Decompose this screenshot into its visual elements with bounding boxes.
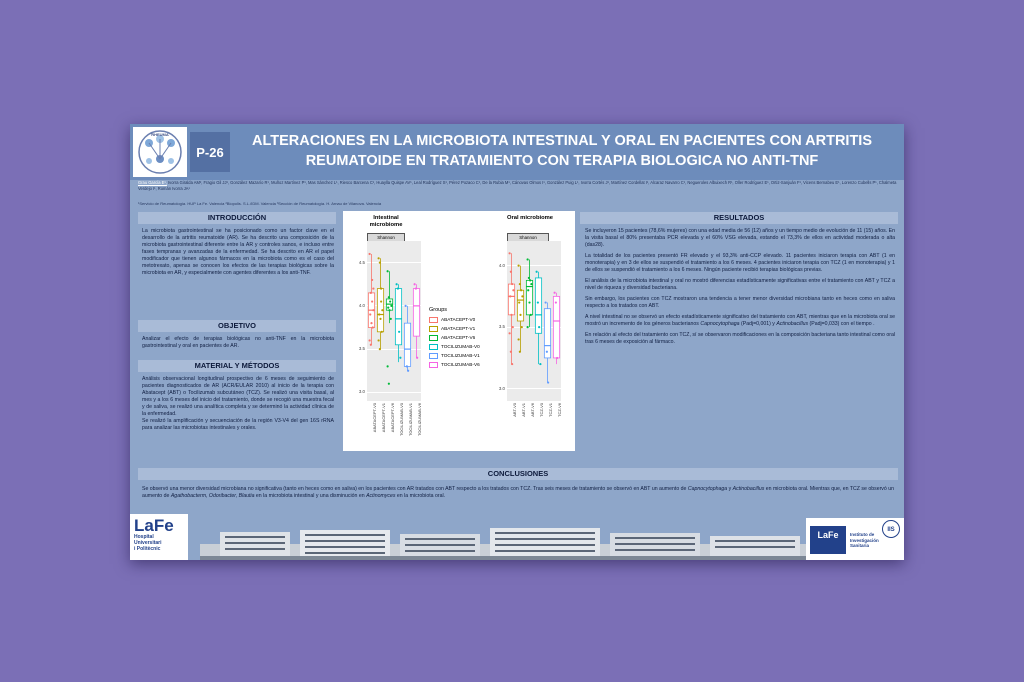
data-point — [556, 357, 558, 359]
affiliations: ¹Servicio de Reumatología. HUP La Fe. Valencia ²Biopolis. S.L./IDM. Valencia ³Sección de Reumatología. H. Arnau de Vilanova. Valencia — [138, 201, 382, 206]
diversity-figure — [343, 211, 575, 451]
data-point — [518, 265, 520, 267]
data-point — [555, 301, 557, 303]
conclusions-heading: CONCLUSIONES — [138, 468, 898, 480]
methods-paragraph-1: Análisis observacional longitudinal prospectivo de 6 meses de seguimiento de pacientes diagnosticados de AR (ACR/EULAR 2010) al inicio de la terapia con Abatacept (ABT) o Tocilizumab subcutáneo (TCZ). Se realizó una visita basal, al mes y a los 6 meses del inicio del tratamiento, donde se recogió una muestra fecal y de saliva, se realizó una analítica completa y se determinó la actividad clínica de la enfermedad. — [142, 376, 334, 417]
x-tick-label: TOCILIZUMAB-V1 — [407, 403, 413, 437]
legend-item — [429, 324, 480, 333]
data-point — [369, 253, 371, 255]
results-p5-part-b: (Padj=0,001) y — [739, 321, 777, 327]
poster-header — [130, 124, 904, 180]
data-point — [510, 314, 512, 316]
iis-name — [850, 532, 879, 549]
conc-genus-3: Agathobacterm, Odoribacter, Blautia — [170, 493, 255, 499]
data-point — [381, 309, 383, 311]
author-list — [138, 180, 898, 192]
x-tick-label: TCZ-V0 — [538, 403, 544, 417]
data-point — [510, 351, 512, 353]
data-point — [370, 292, 372, 294]
x-tick-label: ABT-V6 — [529, 403, 535, 417]
data-point — [521, 295, 523, 297]
iis-name-2: Investigación — [850, 537, 879, 543]
conc-part-a: Se observó una menor diversidad microbiana no significativa (tanto en heces como en saliva) en los pacientes con AR tratados con ABT respecto a los tratados con TCZ. Tras seis meses de tratamiento se observó en ABT un aumento de — [142, 486, 688, 492]
data-point — [387, 306, 389, 308]
data-point — [539, 363, 541, 365]
methods-heading: MATERIAL Y MÉTODOS — [138, 360, 336, 372]
legend-item — [429, 333, 480, 342]
data-point — [369, 313, 371, 315]
iis-mark: IIS — [882, 520, 900, 538]
box-body — [517, 290, 523, 321]
data-point — [414, 283, 416, 285]
data-point — [415, 287, 417, 289]
conc-genus-4: Actinomyces — [366, 493, 396, 499]
poster-title-line2: REUMATOIDE EN TRATAMIENTO CON TERAPIA BIOLOGICA NO ANTI-TNF — [305, 153, 819, 169]
lafe-left-sub1: Hospital — [134, 534, 154, 540]
legend-key-swatch — [429, 326, 438, 332]
box-body — [553, 296, 559, 358]
data-point — [379, 262, 381, 264]
y-tick-label: 3.0 — [498, 385, 505, 391]
legend-item — [429, 351, 480, 360]
data-point — [396, 283, 398, 285]
data-point — [512, 326, 514, 328]
conc-part-d: en la microbiota intestinal y una disminución en — [254, 493, 367, 499]
data-point — [554, 292, 556, 294]
data-point — [407, 370, 409, 372]
data-point — [379, 348, 381, 350]
x-tick-label: ABATACEPT-V1 — [380, 403, 386, 433]
data-point — [387, 270, 389, 272]
lafe-right-wordmark: LaFe — [810, 526, 846, 554]
data-point — [529, 279, 531, 281]
data-point — [509, 332, 511, 334]
data-point — [528, 277, 530, 279]
conc-genus-1: Capnocytophaga — [687, 486, 728, 492]
intestinal-panel — [367, 241, 421, 401]
results-paragraph-5 — [585, 314, 895, 328]
data-point — [372, 326, 374, 328]
data-point — [519, 351, 521, 353]
legend-key-swatch — [429, 353, 438, 359]
data-point — [378, 339, 380, 341]
legend-key-swatch — [429, 335, 438, 341]
data-point — [381, 331, 383, 333]
data-point — [372, 287, 374, 289]
methods-text — [142, 376, 334, 432]
oral-chart-title: Oral microbiome — [506, 215, 554, 221]
results-paragraph-1: Se incluyeron 15 pacientes (78,6% mujeres) con una edad media de 56 (12) años y un tiempo medio de evolución de 11 (15) años. En la visita basal el 80% presentaba PCR elevada y el 60% VSG elevada, estando el 73,3% de ellos en actividad moderada o alta (das28). — [585, 228, 895, 248]
legend-item — [429, 342, 480, 351]
data-point — [390, 318, 392, 320]
iis-lafe-logo-right — [806, 518, 904, 560]
lafe-hospital-logo-left — [130, 514, 188, 560]
data-point — [528, 301, 530, 303]
data-point — [370, 344, 372, 346]
legend-key-swatch — [429, 317, 438, 323]
x-tick-label: ABT-V1 — [520, 403, 526, 417]
iis-name-3: Sanitaria — [850, 543, 870, 548]
data-point — [527, 326, 529, 328]
data-point — [406, 365, 408, 367]
data-point — [397, 287, 399, 289]
legend-item — [429, 315, 480, 324]
y-tick-label: 3.5 — [358, 346, 365, 352]
results-paragraph-6: En relación al efecto del tratamiento con TCZ, sí se observaron modificaciones en la composición bacteriana tanto intestinal como oral tras 6 meses de exposición al fármaco. — [585, 332, 895, 345]
data-point — [399, 357, 401, 359]
data-point — [371, 279, 373, 281]
conc-part-b: y — [727, 486, 733, 492]
rheuma-logo-text: RHEUMA — [151, 132, 169, 137]
data-point — [369, 339, 371, 341]
data-point — [387, 365, 389, 367]
data-point — [518, 338, 520, 340]
data-point — [519, 314, 521, 316]
data-point — [545, 301, 547, 303]
box-body — [508, 284, 514, 315]
y-tick-label: 4.5 — [358, 259, 365, 265]
data-point — [371, 300, 373, 302]
boxplot-svg — [507, 241, 561, 401]
legend-label: TOCILIZUMAB-V1 — [441, 353, 480, 358]
data-point — [416, 357, 418, 359]
results-paragraph-3: El análisis de la microbiota intestinal y oral no mostró diferencias estadísticamente significativas entre el tratamiento con ABT y TCZ a nivel de riqueza y diversidad bacteriana. — [585, 278, 895, 291]
data-point — [538, 326, 540, 328]
legend-label: TOCILIZUMAB-V0 — [441, 344, 480, 349]
box-body — [526, 280, 532, 314]
box-body — [535, 278, 541, 333]
oral-facet-label: Shannon — [507, 233, 549, 242]
results-paragraph-4: Sin embargo, los pacientes con TCZ mostraron una tendencia a tener menor diversidad microbiana tanto en heces como en saliva respecto a los tratados con ABT. — [585, 296, 895, 309]
legend-key-swatch — [429, 362, 438, 368]
data-point — [380, 287, 382, 289]
data-point — [530, 314, 532, 316]
y-tick-label: 4.0 — [358, 302, 365, 308]
box-body — [544, 309, 550, 358]
data-point — [519, 283, 521, 285]
box-body — [413, 289, 419, 337]
legend-item — [429, 360, 480, 369]
hospital-buildings-image — [130, 524, 904, 560]
conclusions-text — [142, 486, 894, 500]
results-text — [585, 228, 895, 350]
data-point — [370, 322, 372, 324]
conc-genus-2: Actinobacillus — [732, 486, 765, 492]
data-point — [378, 313, 380, 315]
poster-code: P-26 — [190, 132, 230, 172]
conc-part-e: en la microbiota oral. — [395, 493, 446, 499]
box-body — [404, 323, 410, 366]
lafe-left-sub2: Universitari — [134, 540, 162, 546]
first-author: Grau García E¹, — [138, 180, 167, 185]
x-tick-label: ABT-V0 — [511, 403, 517, 417]
legend-title: Groups — [429, 307, 448, 313]
results-paragraph-2: La totalidad de los pacientes presentó FR elevado y el 93,3% anti-CCP elevado. 11 pacientes iniciaron terapia con ABT (1 en monoterapia) y en 3 de ellos se suspendió el tratamiento a los 6 meses. 4 pacientes iniciaron terapia con TCZ (1 en monoterapia) y 1 de ellos se suspendió el tratamiento a los 6 meses. Ningún paciente recibió terapias biológicas previas. — [585, 253, 895, 273]
x-tick-label: TCZ-V6 — [556, 403, 562, 417]
rheuma-logo — [133, 127, 187, 177]
oral-panel — [507, 241, 561, 401]
x-tick-label: TOCILIZUMAB-V0 — [398, 403, 404, 437]
data-point — [388, 309, 390, 311]
results-heading: RESULTADOS — [580, 212, 898, 224]
box-body — [395, 289, 401, 345]
data-point — [509, 252, 511, 254]
data-point — [520, 289, 522, 291]
genus-actinobacillus: Actinobacillus — [776, 321, 809, 327]
data-point — [511, 283, 513, 285]
data-point — [527, 289, 529, 291]
data-point — [530, 283, 532, 285]
results-p5-part-a: A nivel intestinal no se observó un efecto estadísticamente significativo del tratamiento con ABT, mientras que en la microbiota oral se mostró un incremento de los géneros bacterianos — [585, 314, 895, 327]
x-tick-label: ABATACEPT-V0 — [371, 403, 377, 433]
rheuma-logo-icon — [135, 129, 185, 175]
conc-part-c: en microbiota oral. Mientras que, en TCZ se observó un aumento de — [142, 486, 894, 499]
data-point — [511, 363, 513, 365]
intro-heading: INTRODUCCIÓN — [138, 212, 336, 224]
data-point — [389, 300, 391, 302]
x-tick-label: TCZ-V1 — [547, 403, 553, 417]
data-point — [527, 258, 529, 260]
data-point — [388, 296, 390, 298]
data-point — [536, 271, 538, 273]
y-tick-label: 4.0 — [498, 262, 505, 268]
data-point — [398, 331, 400, 333]
data-point — [512, 289, 514, 291]
data-point — [390, 305, 392, 307]
data-point — [546, 351, 548, 353]
data-point — [521, 326, 523, 328]
lafe-left-sub3: i Politècnic — [134, 546, 161, 552]
x-tick-label: ABATACEPT-V6 — [389, 403, 395, 433]
data-point — [380, 300, 382, 302]
intestinal-facet-label: Shannon — [367, 233, 405, 242]
y-tick-label: 3.0 — [358, 389, 365, 395]
data-point — [378, 257, 380, 259]
data-point — [537, 301, 539, 303]
data-point — [372, 309, 374, 311]
legend-label: TOCILIZUMAB-V6 — [441, 362, 480, 367]
lafe-left-subtitle — [130, 534, 188, 552]
data-point — [518, 301, 520, 303]
x-tick-label: TOCILIZUMAB-V6 — [416, 403, 422, 437]
data-point — [547, 381, 549, 383]
intro-text: La microbiota gastrointestinal se ha posicionado como un factor clave en el desarrollo de la artritis reumatoide (AR). Se ha descrito una composición de la microbiota gastrointestinal diferente entre la AR y controles sanos, e incluso entre fases tempranas y avanzadas de la enfermedad. Se ha descrito en AR el papel modificador que tienen algunos fármacos en la microbiota como es el caso del metotrexato, apenas se conocen los efectos de las terapias biológicas sobre la microbiota en AR, y especialmente con agentes diferentes a los anti-TNF. — [142, 228, 334, 276]
data-point — [388, 383, 390, 385]
legend-label: ABATACEPT-V0 — [441, 317, 476, 322]
genus-capnocytophaga: Capnocytophaga — [700, 321, 740, 327]
intestinal-chart-title: Intestinal microbiome — [369, 215, 403, 228]
iis-name-1: Instituto de — [850, 532, 875, 537]
legend-label: ABATACEPT-V6 — [441, 335, 476, 340]
methods-paragraph-2: Se realizó la amplificación y secuenciación de la región V3-V4 del gen 16S rRNA para analizar las microbiotas intestinales y orales. — [142, 418, 334, 431]
poster-title — [242, 131, 882, 171]
other-authors: Ivorra Giralda AM², Fragio Gil JJ¹, González Mazarío R¹, Muñoz Martínez P¹, Mas Sánchez L¹, Riesco Barcena C¹, Huaylla Quispe AV¹, Leal Rodríguez S¹, Pérez Pozaco C¹, De la Rubia M¹, Cánovas Olmos I¹, González Puig L¹, Ivorra Cortés J¹, Martínez Cordellat I¹, Alcaraz Navarro C¹, Negueroles Albuixech R¹, Oller Rodríguez E¹, Ortiz-Sanjuán F¹, Vicens Bernabeu E¹, Lorenzo Cubells P¹, Chalmeta Verdejo I¹, Román Ivorra JA¹ — [138, 180, 897, 191]
data-point — [405, 305, 407, 307]
poster-title-line1: ALTERACIONES EN LA MICROBIOTA INTESTINAL Y ORAL EN PACIENTES CON ARTRITIS — [251, 133, 873, 149]
data-point — [509, 295, 511, 297]
legend-label: ABATACEPT-V1 — [441, 326, 476, 331]
data-point — [379, 318, 381, 320]
groups-legend — [429, 307, 480, 369]
poster — [130, 124, 904, 560]
lafe-left-wordmark: LaFe — [134, 516, 174, 535]
objective-text: Analizar el efecto de terapias biológicas no anti-TNF en la microbiota gastrointestinal y oral en pacientes de AR. — [142, 336, 334, 349]
boxplot-svg — [367, 241, 421, 401]
legend-key-swatch — [429, 344, 438, 350]
y-tick-label: 3.5 — [498, 324, 505, 330]
data-point — [510, 271, 512, 273]
objective-heading: OBJETIVO — [138, 320, 336, 332]
results-p5-part-c: (Padj=0,033) con el tiempo . — [808, 321, 875, 327]
